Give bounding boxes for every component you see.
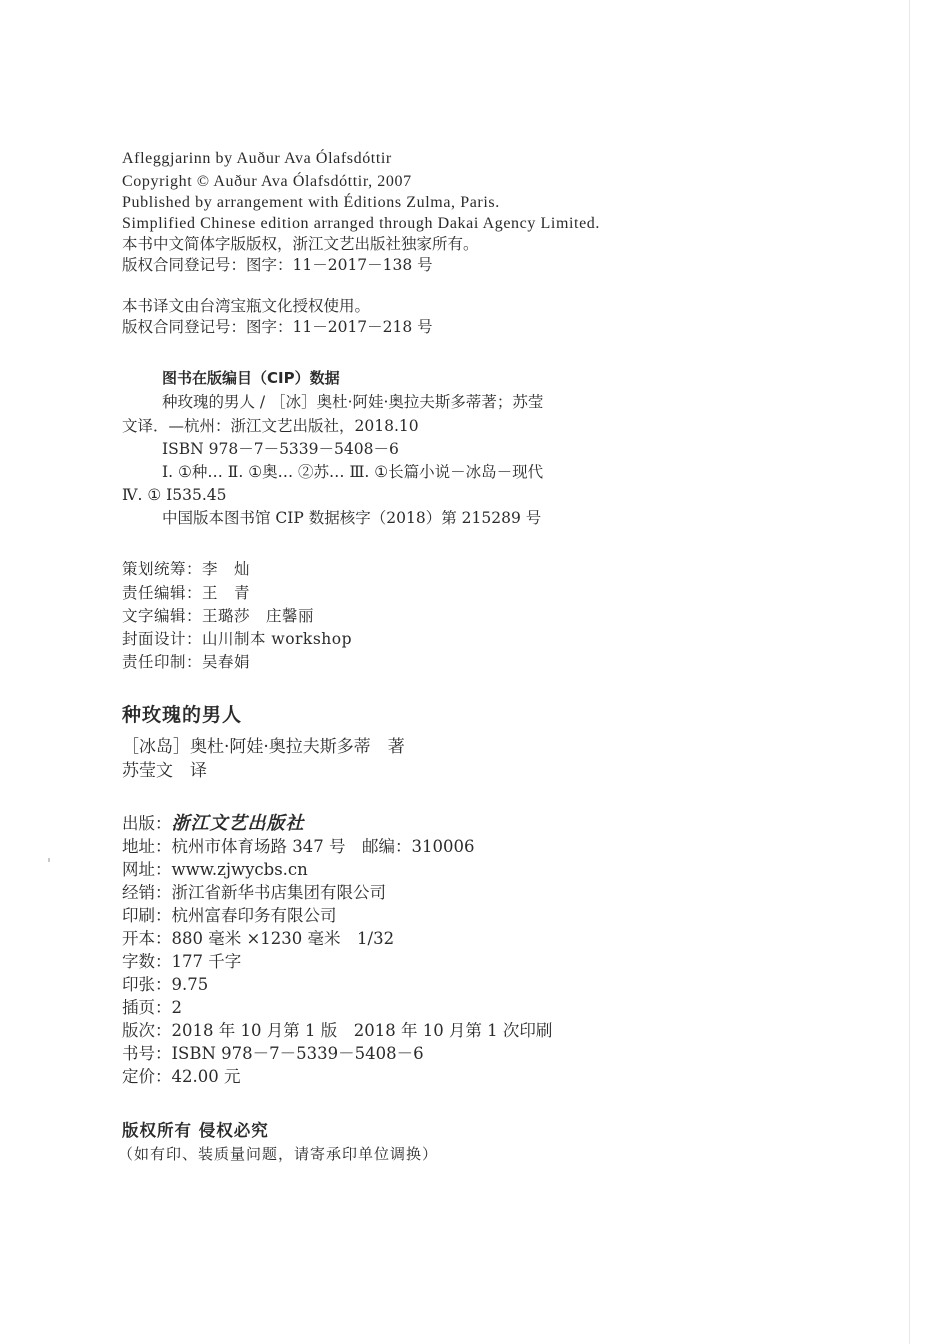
cip-line-2: 文译．—杭州：浙江文艺出版社，2018.10 (122, 417, 419, 435)
pub-word-count: 字数：177 千字 (122, 952, 242, 971)
pub-edition: 版次：2018 年 10 月第 1 版 2018 年 10 月第 1 次印刷 (122, 1021, 553, 1040)
book-author: ［冰岛］奥杜·阿娃·奥拉夫斯多蒂 著 (122, 737, 405, 757)
staff-planner: 策划统筹：李 灿 (122, 560, 251, 578)
cip-record-number: 中国版本图书馆 CIP 数据核字（2018）第 215289 号 (162, 509, 542, 527)
pub-distributor: 经销：浙江省新华书店集团有限公司 (122, 883, 386, 902)
rights-heading: 版权所有 侵权必究 (122, 1121, 269, 1140)
pub-sheets: 印张：9.75 (122, 975, 209, 994)
publisher-name: 浙江文艺出版社 (171, 813, 305, 834)
rights-notice: （如有印、装质量问题，请寄承印单位调换） (118, 1145, 439, 1163)
translation-license: 本书译文由台湾宝瓶文化授权使用。 (122, 297, 371, 315)
copyright-agency: Simplified Chinese edition arranged through Dakai Agency Limited. (122, 215, 601, 232)
copyright-arrangement: Published by arrangement with Éditions Zulma, Paris. (122, 194, 500, 211)
staff-print-manager: 责任印制：吴春娟 (122, 653, 251, 671)
pub-printer: 印刷：杭州富春印务有限公司 (122, 906, 337, 925)
page-edge (909, 0, 910, 1344)
staff-copy-editor: 文字编辑：王璐莎 庄馨丽 (122, 607, 315, 625)
pub-price: 定价：42.00 元 (122, 1067, 241, 1086)
copyright-original-title: Afleggjarinn by Auður Ava Ólafsdóttir (122, 150, 392, 167)
cip-class-number: Ⅳ. ① I535.45 (122, 486, 227, 504)
publisher-line (122, 813, 305, 835)
copyright-cn-rights: 本书中文简体字版版权，浙江文艺出版社独家所有。 (122, 235, 479, 253)
publisher-label: 出版： (122, 814, 172, 833)
staff-editor: 责任编辑：王 青 (122, 584, 251, 602)
pub-inserts: 插页：2 (122, 998, 182, 1017)
copyright-cn-contract: 版权合同登记号：图字：11－2017－138 号 (122, 256, 433, 274)
scan-speck (48, 858, 50, 862)
translation-contract: 版权合同登记号：图字：11－2017－218 号 (122, 318, 433, 336)
cip-title: 图书在版编目（CIP）数据 (162, 369, 340, 387)
book-translator: 苏莹文 译 (122, 761, 207, 781)
pub-format: 开本：880 毫米 ×1230 毫米 1/32 (122, 929, 395, 948)
pub-website: 网址：www.zjwycbs.cn (122, 860, 308, 879)
cip-isbn: ISBN 978－7－5339－5408－6 (162, 440, 399, 458)
copyright-holder: Copyright © Auður Ava Ólafsdóttir, 2007 (122, 173, 412, 190)
cip-line-1: 种玫瑰的男人 / ［冰］奥杜·阿娃·奥拉夫斯多蒂著；苏莹 (162, 393, 544, 411)
pub-address: 地址：杭州市体育场路 347 号 邮编：310006 (122, 837, 475, 856)
cip-classification: Ⅰ. ①种… Ⅱ. ①奥… ②苏… Ⅲ. ①长篇小说－冰岛－现代 (162, 463, 544, 481)
staff-cover-design: 封面设计：山川制本 workshop (122, 630, 353, 648)
book-title: 种玫瑰的男人 (122, 704, 243, 726)
pub-isbn: 书号：ISBN 978－7－5339－5408－6 (122, 1044, 424, 1063)
